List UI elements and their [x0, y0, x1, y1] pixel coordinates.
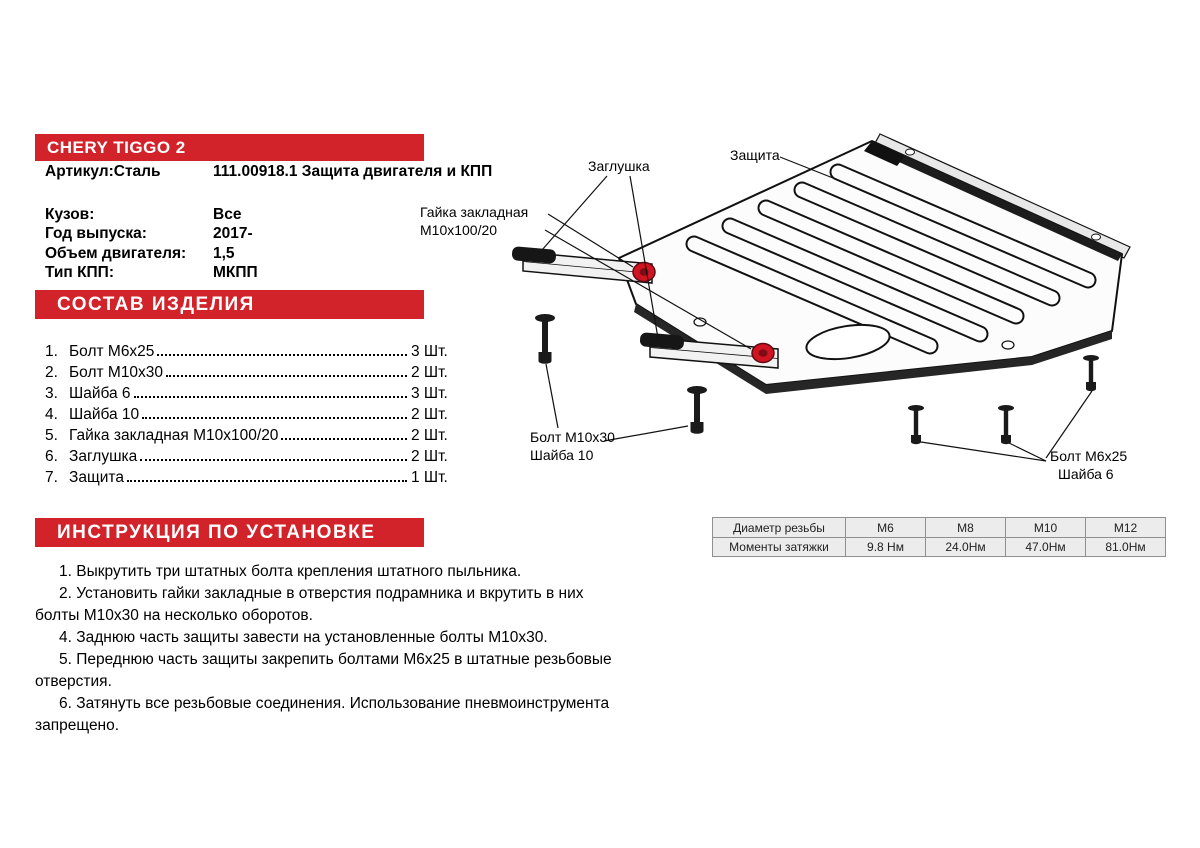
part-name: Защита — [69, 469, 124, 486]
torque-cell: М12 — [1085, 518, 1165, 537]
label-shield: Защита — [730, 147, 780, 163]
bolt-m10-washer-2 — [687, 386, 707, 434]
label-bolt-m6 — [1050, 447, 1127, 483]
spec-value: 2017- — [213, 225, 253, 243]
embedded-nut-lower — [752, 344, 774, 363]
parts-list-item — [45, 364, 459, 385]
spec-label: Кузов: — [45, 205, 95, 223]
part-name: Заглушка — [69, 448, 138, 465]
parts-list-item — [45, 385, 459, 406]
spec-label: Тип КПП: — [45, 264, 114, 282]
instruction-banner — [35, 518, 424, 547]
bolt-m6-washer-2 — [998, 405, 1014, 444]
leader-bolt-m10-2 — [604, 426, 688, 441]
instruction-step: 1. Выкрутить три штатных болта крепления штатного пыльника. — [59, 563, 522, 580]
dotted-leader — [166, 375, 407, 377]
part-name: Шайба 10 — [69, 406, 140, 423]
label-embedded-nut-line1: Гайка закладная — [420, 204, 529, 220]
part-number: 6. — [45, 448, 58, 465]
spec-label: Объем двигателя: — [45, 244, 187, 262]
part-quantity: 3 Шт. — [411, 343, 448, 360]
part-name: Болт М10х30 — [69, 364, 164, 381]
parts-list-item — [45, 469, 459, 490]
part-quantity: 2 Шт. — [411, 427, 448, 444]
bolt-m6-washer-3 — [1083, 355, 1099, 391]
part-name: Болт М6х25 — [69, 343, 155, 360]
torque-cell: 47.0Нм — [1005, 537, 1085, 556]
spec-row — [45, 205, 258, 225]
model-title: CHERY TIGGO 2 — [47, 137, 186, 157]
part-quantity: 2 Шт. — [411, 364, 448, 381]
torque-cell: 9.8 Нм — [845, 537, 925, 556]
spec-row — [45, 264, 258, 284]
torque-cell: 81.0Нм — [1085, 537, 1165, 556]
label-washer-10: Шайба 10 — [530, 447, 594, 463]
torque-row2-label: Моменты затяжки — [713, 537, 845, 556]
dotted-leader — [140, 459, 407, 461]
embedded-nut-upper — [633, 263, 655, 282]
spec-label: Год выпуска: — [45, 225, 147, 243]
label-washer-6: Шайба 6 — [1058, 466, 1114, 482]
spec-value: Все — [213, 205, 242, 223]
torque-cell: М6 — [845, 518, 925, 537]
torque-values-row — [713, 537, 1165, 556]
instruction-step: 2. Установить гайки закладные в отверстия подрамника и вкрутить в них болты М10х30 на несколько оборотов. — [35, 585, 584, 624]
label-embedded-nut-line2: М10х100/20 — [420, 222, 498, 238]
part-name: Шайба 6 — [69, 385, 131, 402]
part-number: 3. — [45, 385, 58, 402]
bolt-m10-washer-1 — [535, 314, 555, 364]
instruction-step: 4. Заднюю часть защиты завести на установленные болты М10х30. — [59, 629, 548, 646]
spec-value: 1,5 — [213, 244, 235, 262]
label-plug: Заглушка — [588, 158, 650, 174]
label-bolt-m10-line1: Болт М10х30 — [530, 429, 615, 445]
instruction-title: ИНСТРУКЦИЯ ПО УСТАНОВКЕ — [57, 521, 376, 543]
installation-diagram — [400, 125, 1160, 515]
part-quantity: 2 Шт. — [411, 448, 448, 465]
model-banner — [35, 134, 424, 161]
label-bolt-m10 — [530, 428, 615, 464]
composition-title: СОСТАВ ИЗДЕЛИЯ — [57, 293, 255, 315]
part-quantity: 1 Шт. — [411, 469, 448, 486]
label-bolt-m6-line1: Болт М6х25 — [1050, 448, 1128, 464]
torque-header-row — [713, 518, 1165, 537]
torque-cell: 24.0Нм — [925, 537, 1005, 556]
parts-list — [45, 343, 459, 490]
torque-table — [712, 517, 1166, 557]
spec-row — [45, 244, 258, 264]
part-number: 5. — [45, 427, 58, 444]
part-number: 1. — [45, 343, 58, 360]
part-quantity: 3 Шт. — [411, 385, 448, 402]
dotted-leader — [157, 354, 407, 356]
torque-row1-label: Диаметр резьбы — [733, 520, 825, 535]
instruction-step: 5. Переднюю часть защиты закрепить болтами М6х25 в штатные резьбовые отверстия. — [35, 651, 612, 690]
leader-plug-upper — [542, 176, 607, 250]
label-embedded-nut — [420, 203, 528, 239]
parts-list-item — [45, 343, 459, 364]
part-number: 4. — [45, 406, 58, 423]
part-number: 7. — [45, 469, 58, 486]
instruction-steps — [35, 561, 613, 737]
composition-banner — [35, 290, 424, 319]
parts-list-item — [45, 406, 459, 427]
part-quantity: 2 Шт. — [411, 406, 448, 423]
spec-row — [45, 225, 258, 245]
article-label: Артикул:Сталь — [45, 163, 161, 180]
spec-value: МКПП — [213, 264, 258, 282]
dotted-leader — [127, 480, 407, 482]
torque-cell: М10 — [1005, 518, 1085, 537]
vehicle-specs — [45, 205, 258, 283]
dotted-leader — [142, 417, 407, 419]
dotted-leader — [281, 438, 407, 440]
parts-list-item — [45, 427, 459, 448]
parts-list-item — [45, 448, 459, 469]
torque-cell: М8 — [925, 518, 1005, 537]
plug-upper — [511, 246, 556, 264]
bolt-m6-washer-1 — [908, 405, 924, 444]
part-name: Гайка закладная М10х100/20 — [69, 427, 279, 444]
leader-bolt-m10-1 — [546, 364, 558, 428]
article-value: 111.00918.1 Защита двигателя и КПП — [213, 163, 493, 180]
part-number: 2. — [45, 364, 58, 381]
dotted-leader — [134, 396, 407, 398]
instruction-step: 6. Затянуть все резьбовые соединения. Использование пневмоинструмента запрещено. — [35, 695, 610, 734]
